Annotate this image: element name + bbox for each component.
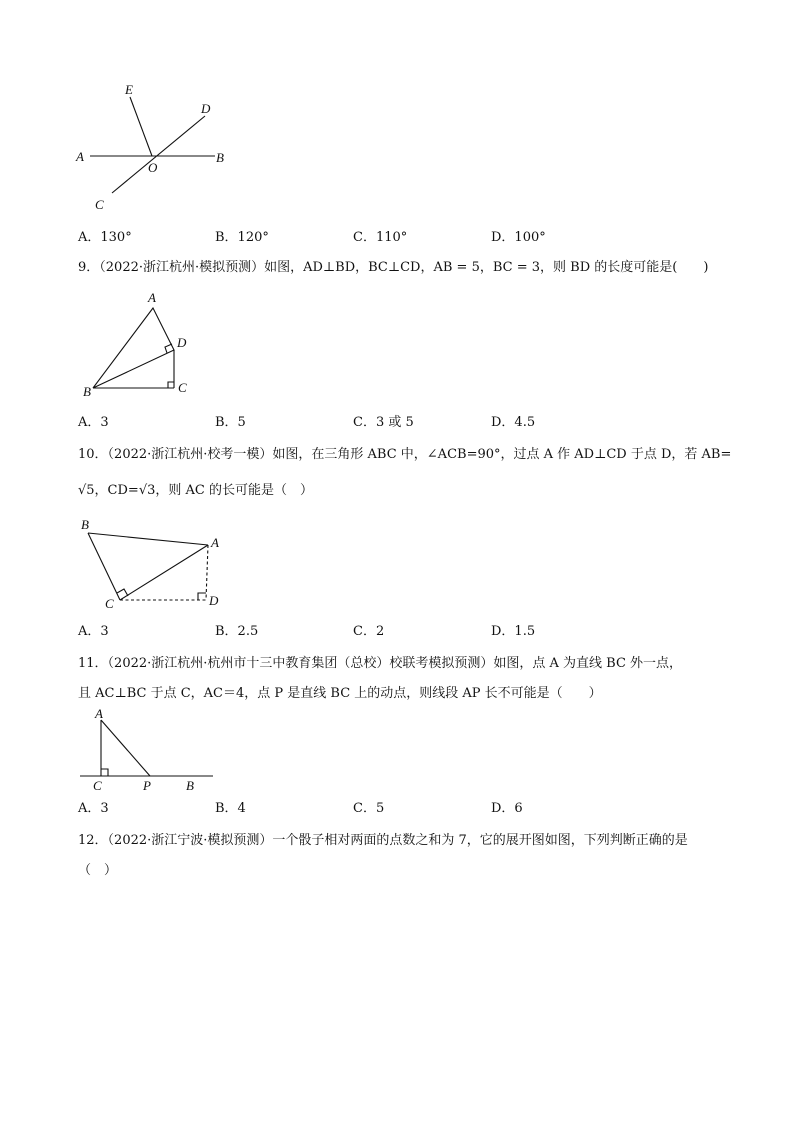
label-e: E: [125, 82, 133, 97]
label-a: A: [95, 706, 103, 721]
label-o: O: [148, 160, 158, 175]
q9-option-d: D．4.5: [491, 415, 536, 430]
label-d: D: [177, 335, 187, 350]
q12-text-line2: （ ）: [78, 863, 118, 878]
q8-option-a: A．130°: [78, 230, 132, 245]
q10-figure: [78, 515, 238, 615]
q8-figure: [70, 80, 240, 215]
q9-text: 9．（2022·浙江杭州·模拟预测）如图，AD⊥BD，BC⊥CD，AB = 5，BC = 3，则 BD 的长度可能是( ): [78, 260, 709, 275]
q10-text-line1: 10．（2022·浙江杭州·校考一模）如图，在三角形 ABC 中，∠ACB=90°，过点 A 作 AD⊥CD 于点 D，若 AB=: [78, 447, 732, 462]
label-c: C: [105, 596, 114, 611]
label-c: C: [93, 778, 102, 793]
segment-ca: [120, 545, 208, 600]
label-p: P: [143, 778, 151, 793]
q9-option-a: A．3: [78, 415, 109, 430]
q11-text-line1: 11．（2022·浙江杭州·杭州市十三中教育集团（总校）校联考模拟预测）如图，点 A 为直线 BC 外一点，: [78, 656, 683, 671]
label-c: C: [178, 380, 187, 395]
q8-option-d: D．100°: [491, 230, 546, 245]
q11-option-d: D．6: [491, 801, 523, 816]
label-d: D: [201, 101, 211, 116]
q10-option-b: B．2.5: [215, 624, 259, 639]
right-angle-d: [198, 593, 206, 600]
label-a: A: [76, 149, 84, 164]
q11-figure: [78, 706, 218, 796]
right-angle-c: [168, 382, 174, 388]
label-b: B: [186, 778, 194, 793]
q10-option-a: A．3: [78, 624, 109, 639]
right-angle-c: [117, 589, 128, 596]
label-b: B: [83, 384, 91, 399]
line-cd: [112, 116, 205, 193]
q11-option-a: A．3: [78, 801, 109, 816]
segment-bc: [88, 533, 120, 600]
label-a: A: [211, 535, 219, 550]
q9-option-b: B．5: [215, 415, 246, 430]
segment-ap: [101, 720, 150, 776]
q11-option-b: B．4: [215, 801, 246, 816]
q10-option-d: D．1.5: [491, 624, 536, 639]
label-c: C: [95, 197, 104, 212]
q11-text-line2: 且 AC⊥BC 于点 C，AC＝4，点 P 是直线 BC 上的动点，则线段 AP 长不可能是（ ）: [78, 686, 602, 701]
q9-option-c: C．3 或 5: [353, 415, 414, 430]
segment-ba: [88, 533, 208, 545]
q10-option-c: C．2: [353, 624, 385, 639]
q12-text-line1: 12．（2022·浙江宁波·模拟预测）一个骰子相对两面的点数之和为 7，它的展开图如图，下列判断正确的是: [78, 833, 688, 848]
label-b: B: [81, 517, 89, 532]
segment-ad: [206, 545, 208, 600]
q11-option-c: C．5: [353, 801, 385, 816]
triangle-abd: [93, 308, 174, 388]
right-angle-c: [101, 769, 108, 776]
label-b: B: [216, 150, 224, 165]
q10-text-line2: √5，CD=√3，则 AC 的长可能是（ ）: [78, 483, 313, 498]
q8-option-b: B．120°: [215, 230, 269, 245]
label-a: A: [148, 290, 156, 305]
ray-oe: [130, 97, 152, 156]
q8-option-c: C．110°: [353, 230, 408, 245]
q9-figure: [78, 288, 198, 403]
label-d: D: [209, 593, 219, 608]
